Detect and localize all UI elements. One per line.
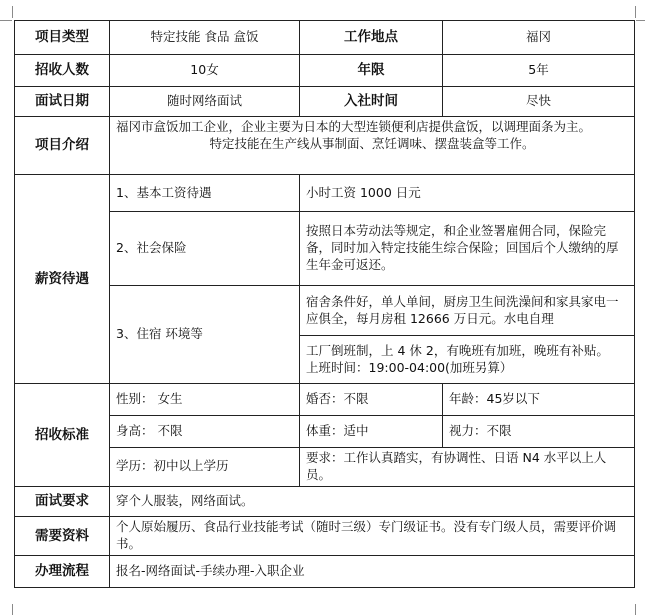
interview-req-value: 穿个人服装，网络面试。	[110, 486, 635, 516]
intro-line-1: 福冈市盒饭加工企业，企业主要为日本的大型连锁便利店提供盒饭，以调理面条为主。	[116, 119, 592, 134]
requirements-value: 要求：工作认真踏实，有协调性、日语 N4 水平以上人员。	[300, 448, 635, 487]
term-label: 年限	[300, 55, 443, 87]
process-label: 办理流程	[15, 555, 110, 587]
row-criteria-1	[15, 384, 635, 416]
housing-label: 3、住宿 环境等	[110, 286, 300, 384]
intro-label: 项目介绍	[15, 117, 110, 175]
row-project-type	[15, 21, 635, 55]
weight-value: 体重：适中	[300, 416, 443, 448]
row-interview-date	[15, 87, 635, 117]
crop-mark-bottom-right-v	[635, 604, 636, 615]
crop-mark-top-left-h	[0, 20, 12, 21]
insurance-value: 按照日本劳动法等规定，和企业签署雇佣合同，保险完备，同时加入特定技能生综合保险；回国后个人缴纳的厚生年金可返还。	[300, 212, 635, 286]
interview-date-label: 面试日期	[15, 87, 110, 117]
intro-cell	[110, 117, 635, 175]
age-value: 年龄：45岁以下	[443, 384, 635, 416]
basic-wage-label: 1、基本工资待遇	[110, 175, 300, 212]
start-time-label: 入社时间	[300, 87, 443, 117]
row-salary-basic	[15, 175, 635, 212]
project-type-label: 项目类型	[15, 21, 110, 55]
interview-req-label: 面试要求	[15, 486, 110, 516]
term-value: 5年	[443, 55, 635, 87]
marital-value: 婚否：不限	[300, 384, 443, 416]
row-process	[15, 555, 635, 587]
shift-cell	[300, 336, 635, 384]
crop-mark-top-left-v	[12, 6, 13, 18]
basic-wage-value: 小时工资 1000 日元	[300, 175, 635, 212]
row-intro	[15, 117, 635, 175]
shift-line-2: 上班时间：19:00-04:00(加班另算）	[306, 359, 513, 375]
project-type-value: 特定技能 食品 盒饭	[110, 21, 300, 55]
housing-value: 宿舍条件好，单人单间，厨房卫生间洗澡间和家具家电一应俱全，每月房租 12666 万日元。水电自理	[300, 286, 635, 336]
crop-mark-top-right-v	[635, 6, 636, 18]
headcount-label: 招收人数	[15, 55, 110, 87]
row-documents	[15, 516, 635, 555]
interview-date-value: 随时网络面试	[110, 87, 300, 117]
documents-label: 需要资料	[15, 516, 110, 555]
crop-mark-top-right-h	[636, 20, 645, 21]
salary-label: 薪资待遇	[15, 175, 110, 384]
insurance-label: 2、社会保险	[110, 212, 300, 286]
crop-mark-bottom-left-v	[12, 604, 13, 615]
documents-value: 个人原始履历、食品行业技能考试（随时三级）专门级证书。没有专门级人员，需要评价调书。	[110, 516, 635, 555]
criteria-label: 招收标准	[15, 384, 110, 487]
intro-line-2: 特定技能在生产线从事制面、烹饪调味、摆盘装盒等工作。	[209, 135, 535, 151]
job-info-table	[14, 20, 635, 588]
work-location-value: 福冈	[443, 21, 635, 55]
height-value: 身高： 不限	[110, 416, 300, 448]
shift-line-1: 工厂倒班制，上 4 休 2，有晚班有加班，晚班有补贴。	[306, 342, 609, 358]
gender-value: 性别： 女生	[110, 384, 300, 416]
headcount-value: 10女	[110, 55, 300, 87]
start-time-value: 尽快	[443, 87, 635, 117]
row-interview-req	[15, 486, 635, 516]
row-headcount	[15, 55, 635, 87]
vision-value: 视力：不限	[443, 416, 635, 448]
education-value: 学历：初中以上学历	[110, 448, 300, 487]
process-value: 报名-网络面试-手续办理-入职企业	[110, 555, 635, 587]
work-location-label: 工作地点	[300, 21, 443, 55]
